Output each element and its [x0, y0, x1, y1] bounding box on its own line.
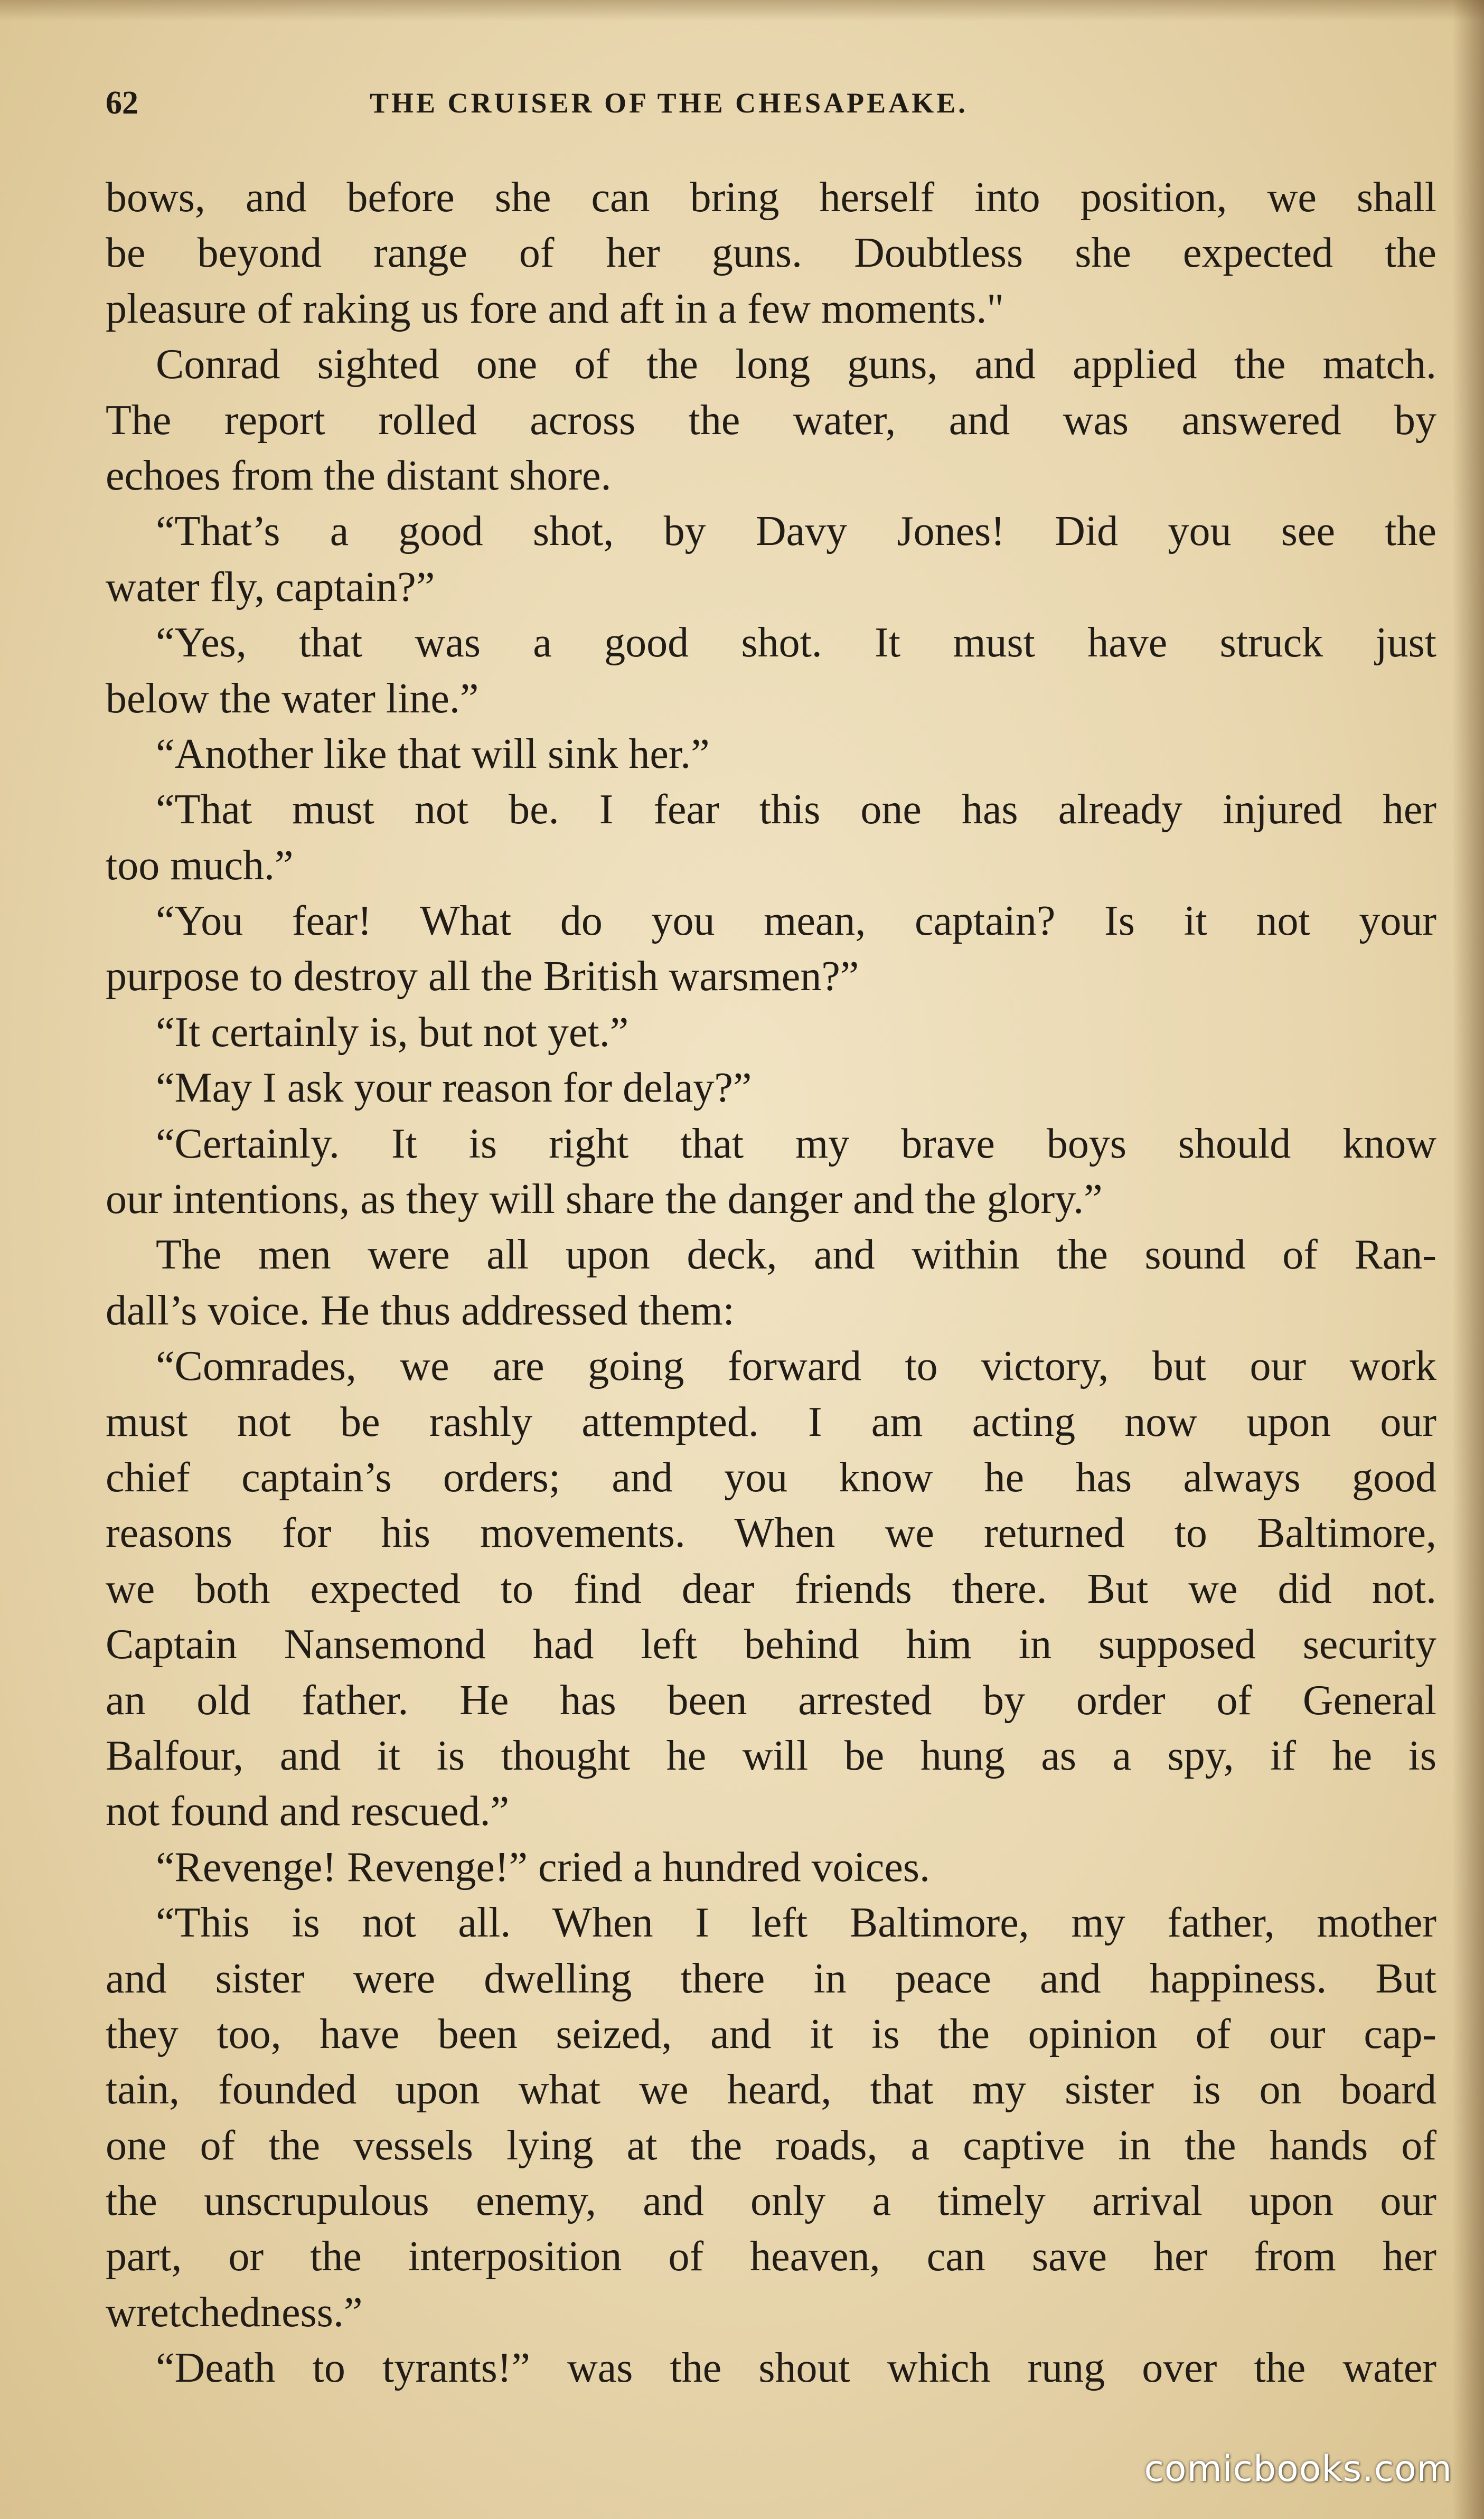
text-line: The report rolled across the water, and was answered by: [106, 397, 1436, 444]
text-line: must not be rashly attempted. I am acting now upon our: [106, 1398, 1436, 1445]
text-line: the unscrupulous enemy, and only a timely arrival upon our: [106, 2178, 1436, 2225]
text-line: they too, have been seized, and it is the opinion of our cap-: [106, 2010, 1436, 2057]
text-line: “This is not all. When I left Baltimore, my father, mother: [156, 1900, 1436, 1947]
text-line: “Yes, that was a good shot. It must have struck just: [156, 619, 1436, 666]
text-line: purpose to destroy all the British warsmen?”: [106, 953, 859, 1000]
text-line: echoes from the distant shore.: [106, 452, 612, 499]
text-line: “Revenge! Revenge!” cried a hundred voices.: [156, 1844, 930, 1891]
text-line: “Certainly. It is right that my brave boys should know: [156, 1120, 1436, 1167]
text-line: Balfour, and it is thought he will be hung as a spy, if he is: [106, 1732, 1436, 1779]
text-line: our intentions, as they will share the danger and the glory.”: [106, 1176, 1103, 1223]
page-number: 62: [106, 85, 138, 121]
text-line: Captain Nansemond had left behind him in supposed security: [106, 1621, 1436, 1668]
watermark: comicbooks.com: [1144, 2448, 1452, 2490]
text-line: The men were all upon deck, and within the sound of Ran-: [156, 1232, 1436, 1279]
text-line: be beyond range of her guns. Doubtless she expected the: [106, 230, 1436, 277]
text-line: chief captain’s orders; and you know he has always good: [106, 1454, 1436, 1501]
text-line: an old father. He has been arrested by order of General: [106, 1677, 1436, 1724]
text-line: bows, and before she can bring herself into position, we shall: [106, 174, 1436, 221]
text-line: wretchedness.”: [106, 2289, 363, 2336]
text-line: and sister were dwelling there in peace and happiness. But: [106, 1955, 1436, 2002]
text-line: “May I ask your reason for delay?”: [156, 1065, 752, 1112]
text-line: one of the vessels lying at the roads, a captive in the hands of: [106, 2122, 1436, 2169]
text-line: we both expected to find dear friends there. But we did not.: [106, 1565, 1436, 1612]
text-line: “Comrades, we are going forward to victory, but our work: [156, 1343, 1436, 1390]
text-line: “That must not be. I fear this one has already injured her: [156, 786, 1436, 833]
text-line: below the water line.”: [106, 675, 479, 722]
text-line: pleasure of raking us fore and aft in a few moments.": [106, 285, 1004, 332]
text-line: tain, founded upon what we heard, that my sister is on board: [106, 2066, 1436, 2113]
text-line: “You fear! What do you mean, captain? Is it not your: [156, 898, 1436, 945]
text-line: part, or the interposition of heaven, can save her from her: [106, 2233, 1436, 2280]
text-line: water fly, captain?”: [106, 563, 435, 610]
text-line: “Another like that will sink her.”: [156, 730, 710, 777]
text-line: not found and rescued.”: [106, 1788, 510, 1835]
page-edge-shadow: [1452, 0, 1484, 2519]
text-line: dall’s voice. He thus addressed them:: [106, 1287, 735, 1334]
text-line: Conrad sighted one of the long guns, and applied the match.: [156, 341, 1436, 388]
page-header: [106, 77, 1436, 129]
text-line: “That’s a good shot, by Davy Jones! Did you see the: [156, 508, 1436, 555]
text-line: reasons for his movements. When we returned to Baltimore,: [106, 1510, 1436, 1557]
text-line: “Death to tyrants!” was the shout which rung over the water: [156, 2345, 1436, 2392]
text-line: “It certainly is, but not yet.”: [156, 1009, 629, 1056]
page-top-shadow: [0, 0, 1484, 21]
text-line: too much.”: [106, 842, 294, 889]
running-title: THE CRUISER OF THE CHESAPEAKE.: [370, 87, 968, 119]
body-text: [106, 170, 1436, 2396]
